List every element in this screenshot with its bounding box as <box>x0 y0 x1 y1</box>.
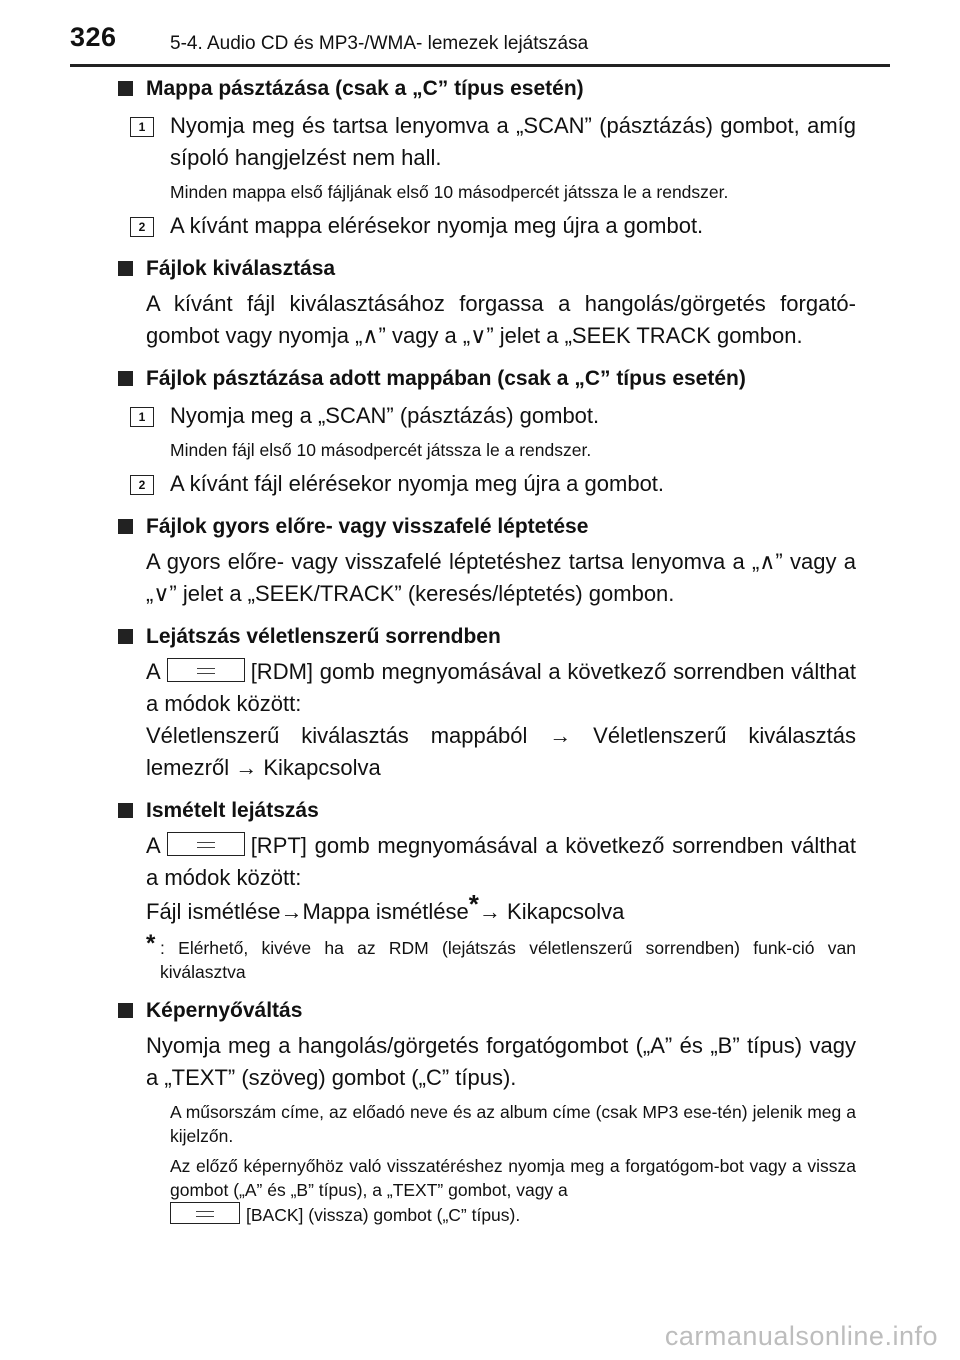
section-heading-display-switch <box>118 996 856 1026</box>
note <box>118 1154 856 1227</box>
square-bullet-icon <box>118 81 133 96</box>
paragraph: A gyors előre- vagy visszafelé léptetéshez tartsa lenyomva a „∧” vagy a „∨” jelet a „SEEK/TRACK” (keresés/léptetés) gombon. <box>146 549 856 606</box>
page-content <box>118 74 856 1227</box>
paragraph: Nyomja meg a hangolás/görgetés forgatógombot („A” és „B” típus) vagy a „TEXT” (szöveg) gombot („C” típus). <box>146 1033 856 1090</box>
square-bullet-icon <box>118 629 133 644</box>
square-bullet-icon <box>118 1003 133 1018</box>
paragraph <box>118 656 856 784</box>
page-number: 326 <box>70 22 117 52</box>
square-bullet-icon <box>118 261 133 276</box>
note: A műsorszám címe, az előadó neve és az album címe (csak MP3 ese-tén) jelenik meg a kijelzőn. <box>170 1102 856 1146</box>
paragraph-text: [RPT] gomb megnyomásával a következő sorrendben válthat a módok között: <box>146 833 856 890</box>
section-title: Fájlok pásztázása adott mappában (csak a „C” típus esetén) <box>146 367 746 390</box>
step <box>118 468 856 500</box>
section-title: Képernyőváltás <box>146 999 303 1022</box>
rpt-button-icon <box>167 832 245 856</box>
step-text: Nyomja meg a „SCAN” (pásztázás) gombot. <box>170 403 600 428</box>
step-number: 2 <box>130 217 154 237</box>
step-text: A kívánt mappa elérésekor nyomja meg újra a gombot. <box>170 213 704 238</box>
section-heading-file-select <box>118 254 856 284</box>
footnote-star: * <box>146 930 156 957</box>
paragraph-text: A <box>146 659 161 684</box>
step-number: 1 <box>130 407 154 427</box>
step <box>118 110 856 174</box>
step-text: A kívánt fájl elérésekor nyomja meg újra a gombot. <box>170 471 665 496</box>
footnote-text: : Elérhető, kivéve ha az RDM (lejátszás véletlenszerű sorrendben) funk-ció van kiválasztva <box>160 938 856 982</box>
paragraph-text: A <box>146 833 161 858</box>
watermark: carmanualsonline.info <box>664 1321 938 1351</box>
step-number: 2 <box>130 475 154 495</box>
section-title: Lejátszás véletlenszerű sorrendben <box>146 625 501 648</box>
footnote-marker: * <box>468 889 479 919</box>
rdm-button-icon <box>167 658 245 682</box>
footnote <box>118 930 856 984</box>
square-bullet-icon <box>118 519 133 534</box>
section-heading-random-play <box>118 622 856 652</box>
mode-sequence: Fájl ismétlése→Mappa ismétlése <box>146 899 469 924</box>
paragraph-text: [RDM] gomb megnyomásával a következő sorrendben válthat a módok között: <box>146 659 856 716</box>
section-title: Mappa pásztázása (csak a „C” típus esetén) <box>146 77 584 100</box>
section-title: Fájlok gyors előre- vagy visszafelé léptetése <box>146 515 589 538</box>
paragraph <box>118 830 856 928</box>
page-header <box>0 0 960 68</box>
mode-sequence: Véletlenszerű kiválasztás mappából → Véletlenszerű kiválasztás lemezről → Kikapcsolva <box>146 723 856 780</box>
step-text: Nyomja meg és tartsa lenyomva a „SCAN” (pásztázás) gombot, amíg sípoló hangjelzést nem hall. <box>170 113 856 170</box>
step <box>118 210 856 242</box>
mode-sequence: → Kikapcsolva <box>478 899 625 924</box>
note: Minden fájl első 10 másodpercét játssza le a rendszer. <box>170 440 592 460</box>
chapter-title: 5-4. Audio CD és MP3-/WMA- lemezek lejátszása <box>170 33 589 54</box>
section-heading-file-scan <box>118 364 856 394</box>
section-title: Fájlok kiválasztása <box>146 257 336 280</box>
note-text: Az előző képernyőhöz való visszatéréshez nyomja meg a forgatógom-bot vagy a vissza gombot („A” és „B” típus), a „TEXT” gombot, vagy a <box>170 1156 856 1200</box>
note: Minden mappa első fájljának első 10 másodpercét játssza le a rendszer. <box>170 182 729 202</box>
paragraph: A kívánt fájl kiválasztásához forgassa a hangolás/görgetés forgató-gombot vagy nyomja „∧” vagy a „∨” jelet a „SEEK TRACK gombon. <box>146 291 856 348</box>
back-button-icon <box>170 1202 240 1224</box>
note-text: [BACK] (vissza) gombot („C” típus). <box>246 1205 521 1225</box>
header-rule <box>70 64 890 67</box>
step-number: 1 <box>130 117 154 137</box>
section-heading-fast-forward <box>118 512 856 542</box>
square-bullet-icon <box>118 371 133 386</box>
section-heading-folder-scan <box>118 74 856 104</box>
square-bullet-icon <box>118 803 133 818</box>
section-title: Ismételt lejátszás <box>146 799 319 822</box>
section-heading-repeat-play <box>118 796 856 826</box>
step <box>118 400 856 432</box>
